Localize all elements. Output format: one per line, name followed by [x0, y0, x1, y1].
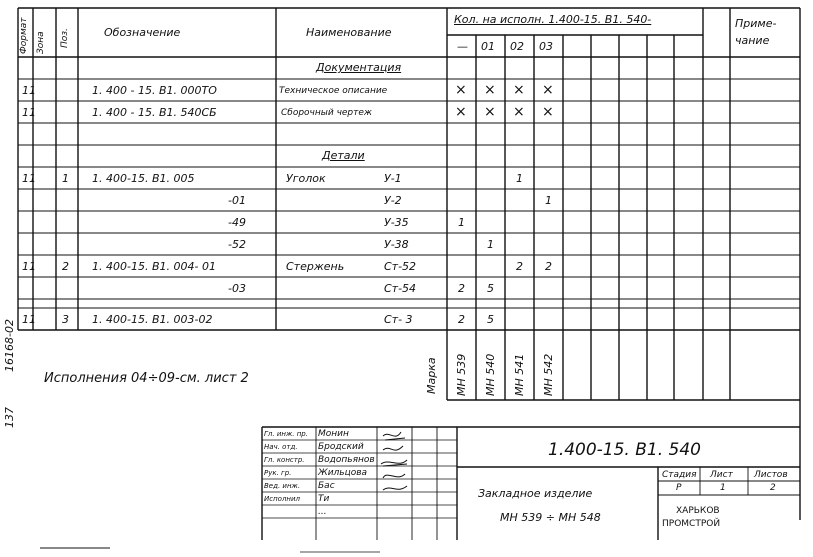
sig-name: Монин [318, 429, 349, 439]
inventory-number: 16168-02 [3, 319, 16, 372]
row-q: × [484, 82, 496, 98]
header-name: Наименование [306, 26, 392, 39]
header-designation: Обозначение [104, 26, 181, 39]
row-q: × [455, 82, 467, 98]
row-designation: 1. 400 - 15. B1. 540СБ [92, 106, 217, 119]
row-q: × [513, 82, 525, 98]
stage-value: Р [676, 483, 682, 493]
row-q: × [542, 104, 554, 120]
row-q: × [484, 104, 496, 120]
variants-note: Исполнения 04÷09-см. лист 2 [44, 371, 249, 386]
row-fmt: 11 [22, 172, 36, 185]
product-range: МН 539 ÷ МН 548 [500, 511, 601, 524]
row-fmt: 11 [22, 260, 36, 273]
sheet-value: 1 [720, 483, 726, 493]
row-q: 2 [545, 260, 552, 273]
mark-mn539: МН 539 [455, 353, 468, 396]
row-name: Сборочный чертеж [281, 108, 373, 118]
row-mark: У-35 [384, 216, 409, 229]
row-fmt: 11 [22, 313, 36, 326]
row-q: 2 [458, 313, 465, 326]
row-mark: У-2 [384, 194, 402, 207]
sig-name: ... [318, 507, 327, 517]
row-q: 2 [516, 260, 523, 273]
sig-name: Ти [318, 494, 330, 504]
variant-1: — [457, 40, 468, 53]
row-name: Стержень [286, 260, 345, 273]
row-fmt: 11 [22, 106, 36, 119]
row-q: 2 [458, 282, 465, 295]
row-mark: У-1 [384, 172, 402, 185]
org-line2: ПРОМСТРОЙ [662, 519, 721, 529]
row-mark: У-38 [384, 238, 409, 251]
row-pos: 1 [62, 172, 69, 185]
stage-label: Стадия [662, 470, 697, 480]
row-designation: 1. 400-15. B1. 003-02 [92, 313, 213, 326]
sig-name: Бродский [318, 442, 364, 452]
sig-role: Гл. инж. пр. [264, 430, 308, 438]
row-designation: -49 [228, 216, 246, 229]
side-number: 137 [3, 407, 16, 428]
variant-4: 03 [539, 40, 553, 53]
row-name: Техническое описание [279, 86, 388, 96]
row-pos: 2 [62, 260, 69, 273]
row-q: 5 [487, 282, 494, 295]
row-designation: -52 [228, 238, 246, 251]
variant-3: 02 [510, 40, 524, 53]
row-q: × [455, 104, 467, 120]
header-format: Формат [19, 17, 29, 54]
row-designation: 1. 400 - 15. B1. 000TO [92, 84, 217, 97]
row-q: 1 [458, 216, 465, 229]
row-fmt: 11 [22, 84, 36, 97]
marka-label: Марка [425, 357, 438, 394]
row-q: × [513, 104, 525, 120]
header-pos: Поз. [60, 28, 70, 48]
row-designation: 1. 400-15. B1. 004- 01 [92, 260, 216, 273]
signature-scribbles [379, 428, 411, 518]
row-designation: -01 [228, 194, 246, 207]
section-details: Детали [322, 149, 365, 162]
row-q: × [542, 82, 554, 98]
sheets-label: Листов [754, 470, 788, 480]
doc-code: 1.400-15. B1. 540 [548, 440, 701, 460]
variant-2: 01 [481, 40, 495, 53]
mark-mn540: МН 540 [484, 353, 497, 396]
row-pos: 3 [62, 313, 69, 326]
sig-role: Рук. гр. [264, 469, 292, 477]
sig-name: Жильцова [318, 468, 368, 478]
org-line1: ХАРЬКОВ [676, 506, 720, 516]
section-documentation: Документация [316, 61, 402, 74]
row-q: 1 [516, 172, 523, 185]
row-designation: -03 [228, 282, 246, 295]
sig-name: Водопьянов [318, 455, 375, 465]
header-qty-title: Кол. на исполн. 1.400-15. B1. 540- [454, 13, 652, 26]
sig-role: Вед. инж. [264, 482, 301, 490]
header-zone: Зона [36, 31, 46, 54]
row-mark: Ст- 3 [384, 313, 413, 326]
sheets-value: 2 [770, 483, 776, 493]
row-q: 1 [487, 238, 494, 251]
mark-mn542: МН 542 [542, 353, 555, 396]
sig-role: Нач. отд. [264, 443, 298, 451]
product-name: Закладное изделие [478, 487, 593, 500]
row-mark: Ст-52 [384, 260, 417, 273]
row-designation: 1. 400-15. B1. 005 [92, 172, 195, 185]
row-mark: Ст-54 [384, 282, 417, 295]
row-q: 5 [487, 313, 494, 326]
header-notes: Приме-чание [735, 17, 777, 47]
mark-mn541: МН 541 [513, 353, 526, 396]
sheet-label: Лист [710, 470, 733, 480]
sig-name: Бас [318, 481, 335, 491]
sig-role: Гл. констр. [264, 456, 305, 464]
row-q: 1 [545, 194, 552, 207]
sig-role: Исполнил [264, 495, 301, 503]
row-name: Уголок [286, 172, 326, 185]
